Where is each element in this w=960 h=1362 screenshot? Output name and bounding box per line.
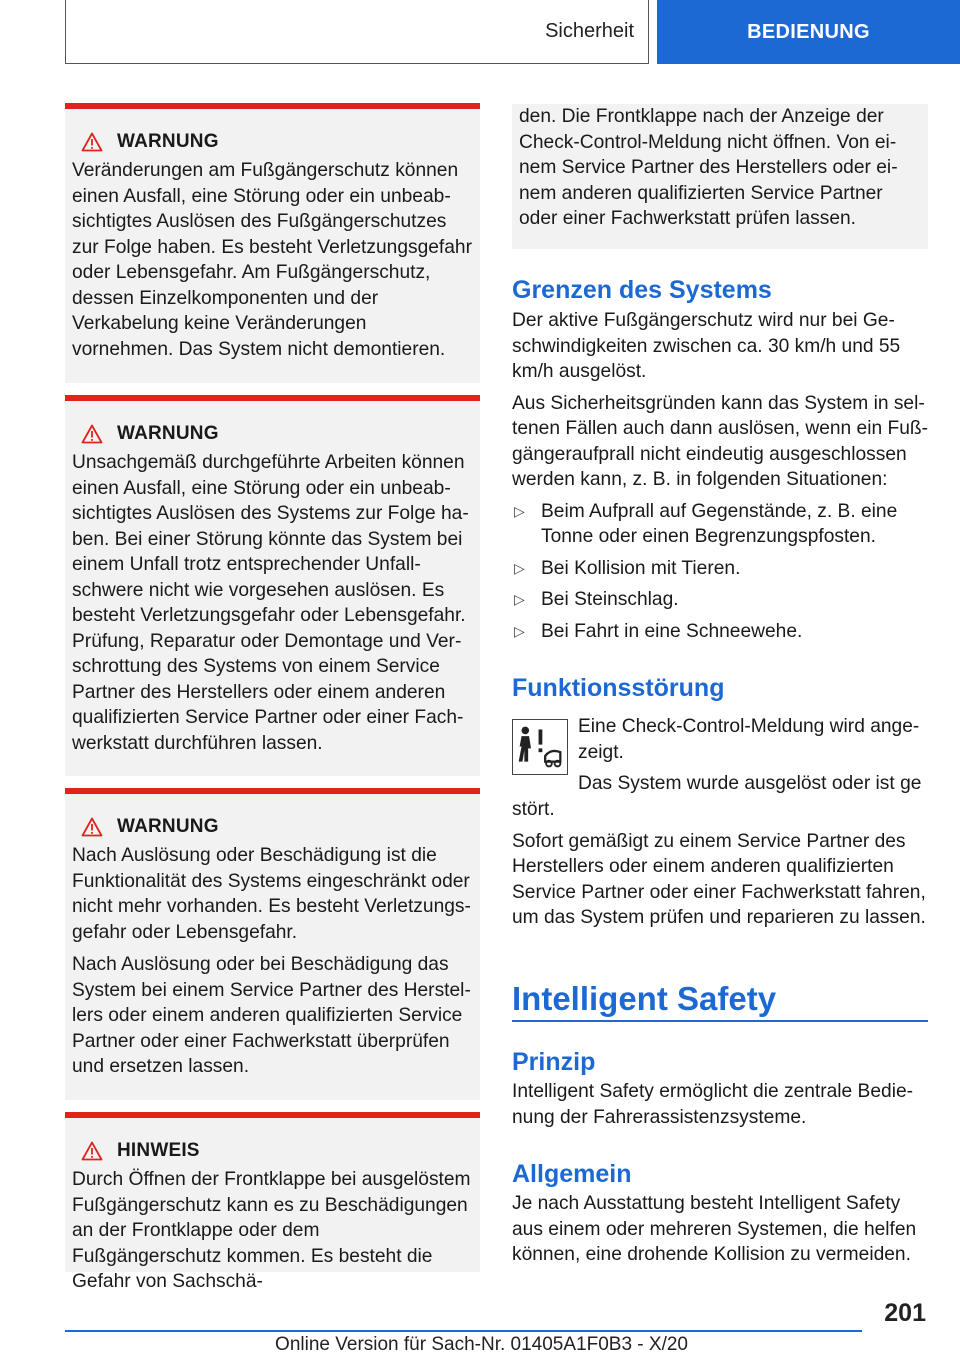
paragraph: Sofort gemäßigt zu einem Service Partner des Herstellers oder einem anderen qualifizierten Service Partner oder einer Fachwerkstatt fahren, um das System prüfen und reparieren zu lassen. (512, 830, 926, 928)
section-title: Grenzen des Systems (512, 276, 772, 304)
bullet-list (512, 499, 928, 645)
list-item: ▷ Bei Kollision mit Tieren. (512, 556, 928, 582)
section-label: Sicherheit (545, 20, 634, 42)
warning-text: Nach Auslösung oder bei Beschädigung das System bei einem Service Partner des Herstellers oder einem anderen qualifizierten Service Partner oder einer Fachwerkstatt überprüfen und ersetzen lassen. (72, 954, 471, 1077)
section-allgemein (512, 1159, 928, 1268)
section-title: Prinzip (512, 1048, 596, 1076)
list-item: ▷ Bei Fahrt in eine Schneewehe. (512, 619, 928, 645)
paragraph: Das System wurde ausgelöst oder ist ge (578, 773, 922, 794)
paragraph: Eine Check-Control-Meldung wird angezeigt. (578, 716, 920, 763)
section-prinzip (512, 1047, 928, 1130)
warning-title: WARNUNG (117, 816, 219, 838)
section-tab (65, 0, 649, 64)
title-underline (512, 1020, 928, 1022)
chapter-intelligent-safety (512, 979, 928, 1019)
stoerung-text-right (578, 714, 928, 797)
warning-text: Unsachgemäß durchgeführte Arbeiten können einen Ausfall, eine Störung oder ein unbeabsichtigtes Auslösen des Systems zur Folge haben. Bei einer Störung könnte das System bei einem Unfall trotz entsprechender Unfallschwere nicht wie vorgesehen auslösen. Es besteht Verletzungsgefahr oder Lebensgefahr. Prüfung, Reparatur oder Demontage und Verschrottung des Systems von einem Service Partner des Herstellers oder einem anderen qualifizierten Service Partner oder einer Fachwerkstatt durchführen lassen. (72, 452, 469, 754)
warning-title: WARNUNG (117, 131, 219, 153)
warning-text: Nach Auslösung oder Beschädigung ist die Funktionalität des Systems eingeschränkt oder nicht mehr vorhanden. Es besteht Verletzungsgefahr oder Lebensgefahr. (72, 845, 471, 943)
triangle-bullet-icon: ▷ (514, 502, 525, 519)
warning-header (72, 131, 472, 153)
notice-text: Durch Öffnen der Frontklappe bei ausgelöstem Fußgängerschutz kann es zu Beschädigungen an der Frontklappe oder dem Fußgängerschutz kommen. Es besteht die Gefahr von Sachschä- (72, 1169, 471, 1292)
stoerung-text (512, 797, 928, 931)
warning-text: Veränderungen am Fußgängerschutz können einen Ausfall, eine Störung oder ein unbeabsichtigtes Auslösen des Fußgängerschutzes zur Folge haben. Es besteht Verletzungsgefahr oder Lebensgefahr. Am Fußgängerschutz, dessen Einzelkomponenten und der Verkabelung keine Veränderungen vornehmen. Das System nicht demontieren. (72, 160, 472, 360)
list-item: ▷ Beim Aufprall auf Gegenstände, z. B. eine Tonne oder einen Begrenzungspfosten. (514, 500, 898, 547)
paragraph: Je nach Ausstattung besteht Intelligent Safety aus einem oder mehreren Systemen, die helfen können, eine drohende Kollision zu vermeiden. (512, 1193, 917, 1265)
triangle-bullet-icon: ▷ (514, 559, 525, 576)
notice-box (65, 1112, 480, 1292)
section-grenzen (512, 275, 928, 650)
warning-triangle-icon (81, 132, 103, 152)
warning-triangle-icon (81, 817, 103, 837)
notice-title: HINWEIS (117, 1140, 200, 1162)
warning-header (72, 423, 472, 445)
notice-continuation-text: den. Die Frontklappe nach der Anzeige der Check-Control-Meldung nicht öffnen. Von einem Service Partner des Herstellers oder einem anderen qualifizierten Service Partner oder einer Fachwerkstatt prüfen lassen. (519, 106, 898, 229)
warning-triangle-icon (81, 424, 103, 444)
chapter-label: BEDIENUNG (747, 20, 870, 43)
paragraph: Der aktive Fußgängerschutz wird nur bei Geschwindigkeiten zwischen ca. 30 km/h und 55 km/h ausgelöst. (512, 310, 901, 382)
paragraph: Aus Sicherheitsgründen kann das System in seltenen Fällen auch dann auslösen, wenn ein Fußgängeraufprall nicht eindeutig ausgeschlossen werden kann, z. B. in folgenden Situationen: (512, 392, 928, 490)
section-title: Allgemein (512, 1160, 632, 1188)
triangle-bullet-icon: ▷ (514, 622, 525, 639)
warning-box-2 (65, 395, 480, 776)
warning-triangle-icon (81, 1141, 103, 1161)
footer-online-version: Online Version für Sach-Nr. 01405A1F0B3 - X/20 (275, 1334, 688, 1355)
footer-rule (65, 1330, 862, 1332)
chapter-title: Intelligent Safety (512, 980, 777, 1017)
warning-title: WARNUNG (117, 423, 219, 445)
warning-box-3 (65, 788, 480, 1100)
pedestrian-protection-icon (512, 719, 568, 775)
notice-continuation-box (512, 104, 928, 249)
warning-header (72, 816, 472, 838)
paragraph: Intelligent Safety ermöglicht die zentrale Bedienung der Fahrerassistenzsysteme. (512, 1081, 914, 1128)
section-funktionsstoerung (512, 673, 928, 703)
list-item: ▷ Bei Steinschlag. (512, 587, 928, 613)
page-number: 201 (884, 1299, 926, 1327)
chapter-tab (657, 0, 960, 64)
paragraph: stört. (512, 799, 555, 820)
notice-header (72, 1140, 472, 1162)
warning-box-1 (65, 103, 480, 383)
triangle-bullet-icon: ▷ (514, 591, 525, 607)
section-title: Funktionsstörung (512, 674, 725, 702)
